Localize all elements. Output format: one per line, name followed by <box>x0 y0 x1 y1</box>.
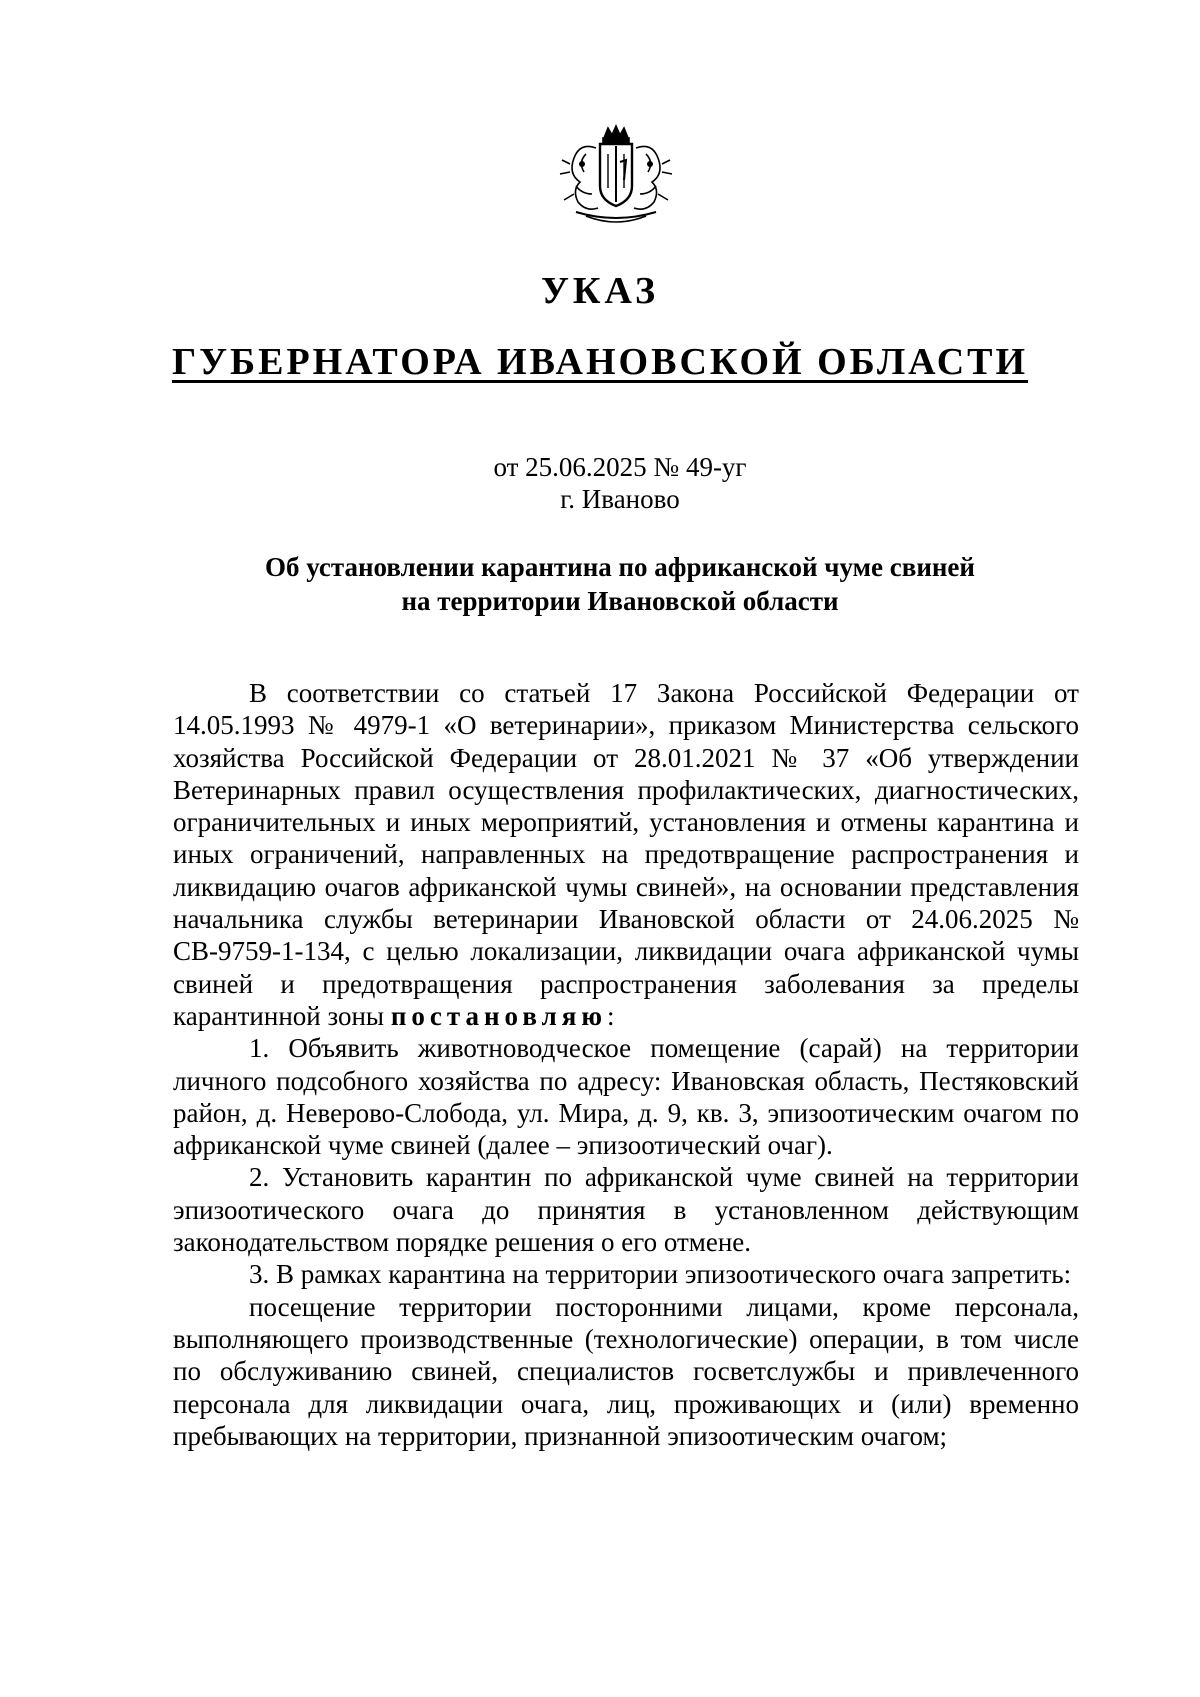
decree-word: постановляю <box>390 1000 607 1031</box>
preamble-paragraph <box>173 677 1079 1032</box>
issuing-authority-text: ГУБЕРНАТОРА ИВАНОВСКОЙ ОБЛАСТИ <box>171 341 1029 383</box>
document-meta <box>0 451 1200 515</box>
item-1-paragraph: 1. Объявить животноводческое помещение (сарай) на территории личного подсобного хозяйства по адресу: Ивановская область, Пестяковский район, д. Неверово-Слобода, ул. Мира, д. 9, кв. 3, эпизоотическим очагом по африканской чуме свиней (далее – эпизоотический очаг). <box>173 1033 1079 1161</box>
subject-line-1: Об установлении карантина по африканской чуме свиней <box>265 552 975 582</box>
item-2-paragraph: 2. Установить карантин по африканской чуме свиней на территории эпизоотического очага до принятия в установленном действующим законодательством порядке решения о его отмене. <box>173 1162 1079 1258</box>
coat-of-arms-emblem <box>556 124 676 228</box>
issuing-authority <box>0 339 1200 385</box>
city: г. Иваново <box>560 484 680 514</box>
preamble-text: В соответствии со статьей 17 Закона Российской Федерации от 14.05.1993 № 4979-1 «О ветеринарии», приказом Министерства сельского хозяйства Российской Федерации от 28.01.2021 № 37 «Об утверждении Ветеринарных правил осуществления профилактических, диагностических, ограничительных и иных мероприятий, установления и отмены карантина и иных ограничений, направленных на предотвращение распространения и ликвидацию очагов африканской чумы свиней», на основании представления начальника службы ветеринарии Ивановской области от 24.06.2025 № СВ-9759-1-134, с целью локализации, ликвидации очага африканской чумы свиней и предотвращения распространения заболевания за пределы карантинной зоны <box>173 678 1079 1031</box>
document-title: УКАЗ <box>541 270 659 312</box>
item-3-paragraph: 3. В рамках карантина на территории эпизоотического очага запретить: <box>249 1259 1072 1290</box>
decree-colon: : <box>606 1000 615 1031</box>
subject-line-2: на территории Ивановской области <box>401 586 839 616</box>
document-body <box>173 677 1079 1452</box>
date-and-number: от 25.06.2025 № 49-уг <box>493 452 747 482</box>
item-3-subparagraph-1: посещение территории посторонними лицами, кроме персонала, выполняющего производственные (технологические) операции, в том числе по обслуживанию свиней, специалистов госветслужбы и привлеченного персонала для ликвидации очага, лиц, проживающих и (или) временно пребывающих на территории, признанной эпизоотическим очагом; <box>173 1291 1079 1451</box>
document-subject <box>0 550 1200 618</box>
